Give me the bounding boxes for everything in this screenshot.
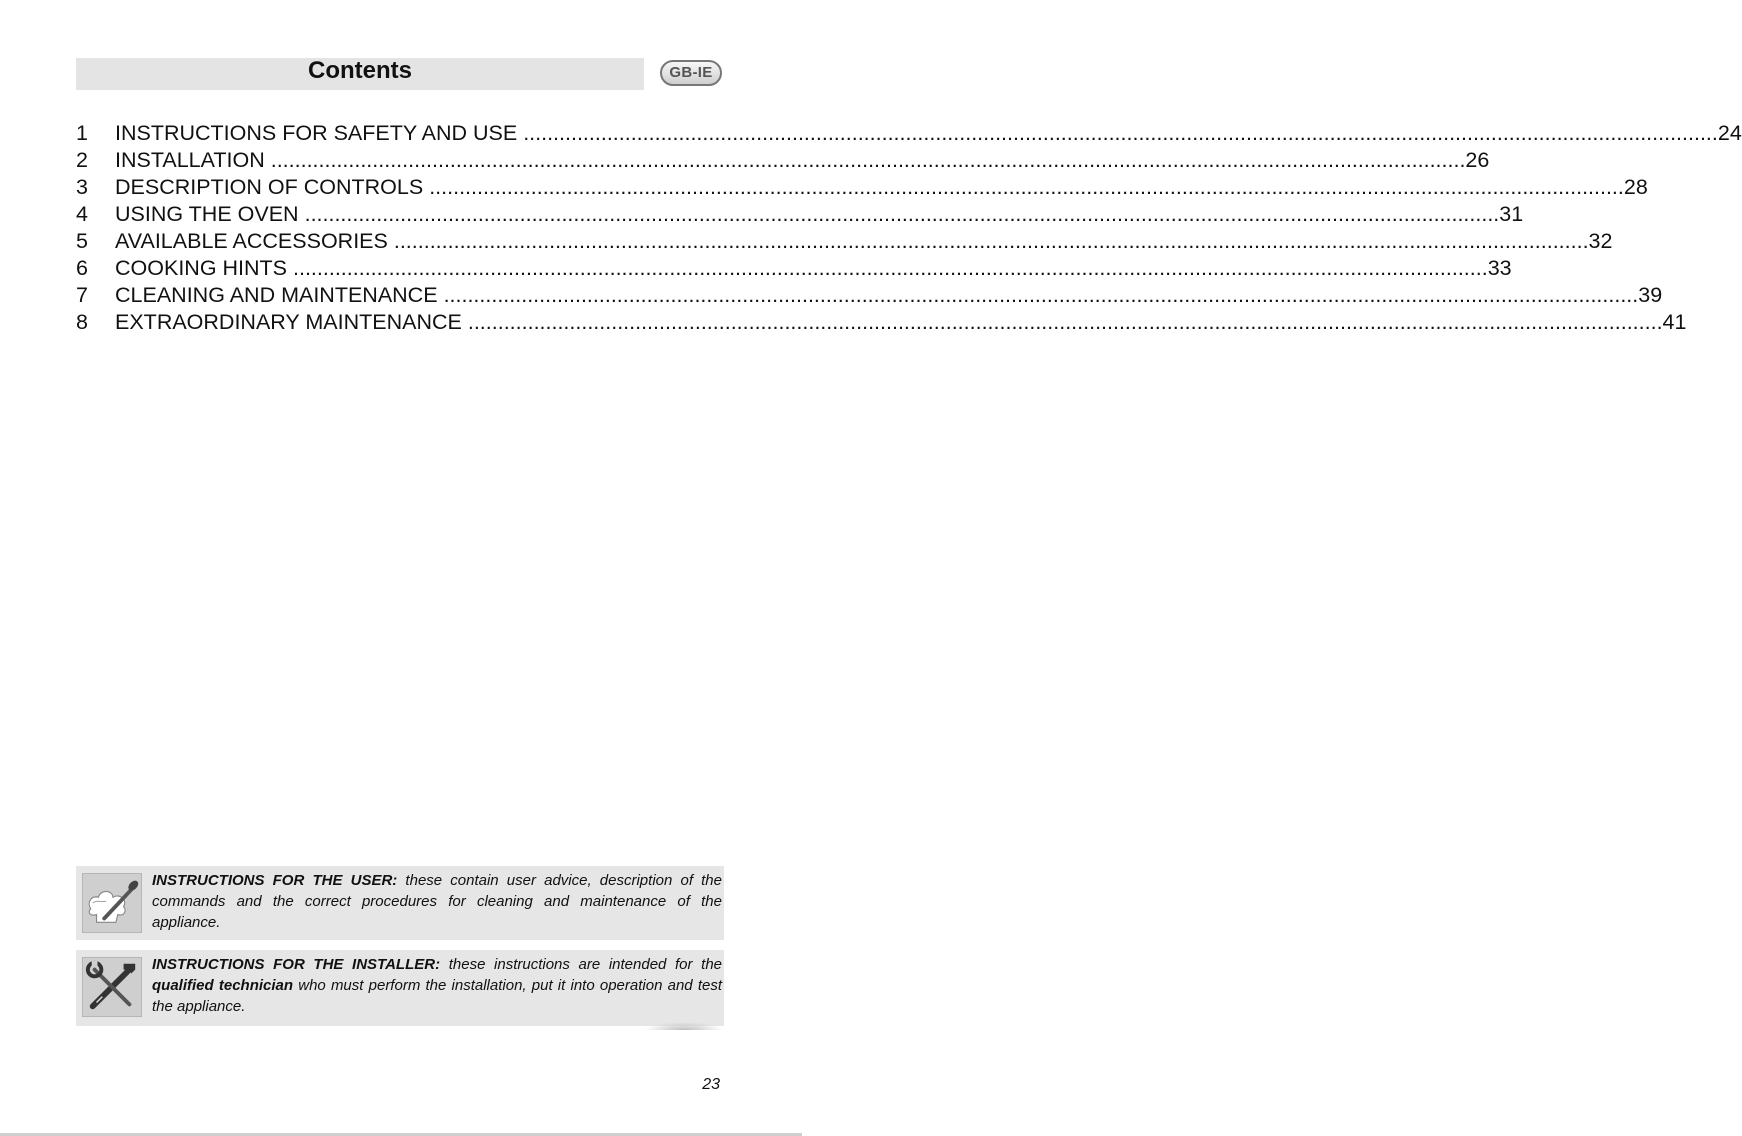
- installer-instructions-lead: INSTRUCTIONS FOR THE INSTALLER:: [152, 956, 441, 973]
- installer-instructions-body-2: who must perform the installation, put it into operation and test the appliance.: [152, 977, 722, 1015]
- language-badge: GB-IE: [660, 60, 722, 86]
- toc-leader-dots: ........................................................................................................................................................................................................: [443, 283, 1639, 307]
- toc-entry[interactable]: [76, 282, 1663, 309]
- toc-entry-title: AVAILABLE ACCESSORIES: [115, 229, 388, 253]
- toc-entry-page: 41: [1662, 310, 1687, 334]
- toc-entry-title: USING THE OVEN: [115, 202, 299, 226]
- toc-entry-page: 26: [1465, 148, 1490, 172]
- toc-entry-page: 31: [1499, 202, 1524, 226]
- installer-instructions-body-1: these instructions are intended for the: [440, 956, 722, 973]
- installer-instructions-text: [152, 954, 722, 1017]
- toc-entry-number: 8: [76, 310, 88, 334]
- toc-entry[interactable]: [76, 174, 1648, 201]
- toc-leader-dots: ........................................................................................................................................................................................................: [467, 310, 1663, 334]
- toc-entry-number: 7: [76, 283, 88, 307]
- toc-leader-dots: ........................................................................................................................................................................................................: [270, 148, 1466, 172]
- toc-entry-title: EXTRAORDINARY MAINTENANCE: [115, 310, 462, 334]
- toc-entry-title: INSTALLATION: [115, 148, 265, 172]
- toc-entry-number: 5: [76, 229, 88, 253]
- note-shadow: [644, 1022, 724, 1030]
- page-title: Contents: [308, 57, 412, 84]
- toc-entry-number: 1: [76, 121, 88, 145]
- table-of-contents: [76, 120, 1742, 336]
- toc-entry[interactable]: [76, 309, 1687, 336]
- chef-spoon-icon: [82, 873, 142, 933]
- toc-entry-number: 2: [76, 148, 88, 172]
- user-instructions-body: these contain user advice, description of the commands and the correct procedures for cleaning and maintenance of the appliance.: [152, 872, 722, 931]
- toc-leader-dots: ........................................................................................................................................................................................................: [293, 256, 1488, 280]
- installer-instructions-emphasis: qualified technician: [152, 977, 294, 994]
- toc-entry[interactable]: [76, 147, 1490, 174]
- installer-instructions-note: [76, 950, 724, 1026]
- toc-entry-number: 6: [76, 256, 88, 280]
- toc-entry-title: INSTRUCTIONS FOR SAFETY AND USE: [115, 121, 518, 145]
- user-instructions-note: [76, 866, 724, 940]
- toc-entry-page: 32: [1588, 229, 1613, 253]
- toc-entry-number: 3: [76, 175, 88, 199]
- user-instructions-lead: INSTRUCTIONS FOR THE USER:: [152, 872, 398, 889]
- toc-entry-title: CLEANING AND MAINTENANCE: [115, 283, 438, 307]
- toc-entry-page: 39: [1638, 283, 1663, 307]
- toc-leader-dots: ........................................................................................................................................................................................................: [523, 121, 1718, 145]
- toc-entry-title: DESCRIPTION OF CONTROLS: [115, 175, 424, 199]
- toc-entry[interactable]: [76, 228, 1613, 255]
- toc-leader-dots: ........................................................................................................................................................................................................: [304, 202, 1500, 226]
- toc-entry-title: COOKING HINTS: [115, 256, 288, 280]
- toc-entry-number: 4: [76, 202, 88, 226]
- user-instructions-text: [152, 870, 722, 933]
- toc-entry[interactable]: [76, 120, 1742, 147]
- toc-leader-dots: ........................................................................................................................................................................................................: [429, 175, 1624, 199]
- toc-leader-dots: ........................................................................................................................................................................................................: [393, 229, 1589, 253]
- toc-entry[interactable]: [76, 201, 1524, 228]
- toc-entry-page: 33: [1487, 256, 1512, 280]
- toc-entry-page: 24: [1717, 121, 1742, 145]
- page-number: 23: [702, 1076, 720, 1093]
- tools-icon: [82, 957, 142, 1017]
- toc-entry[interactable]: [76, 255, 1512, 282]
- toc-entry-page: 28: [1623, 175, 1648, 199]
